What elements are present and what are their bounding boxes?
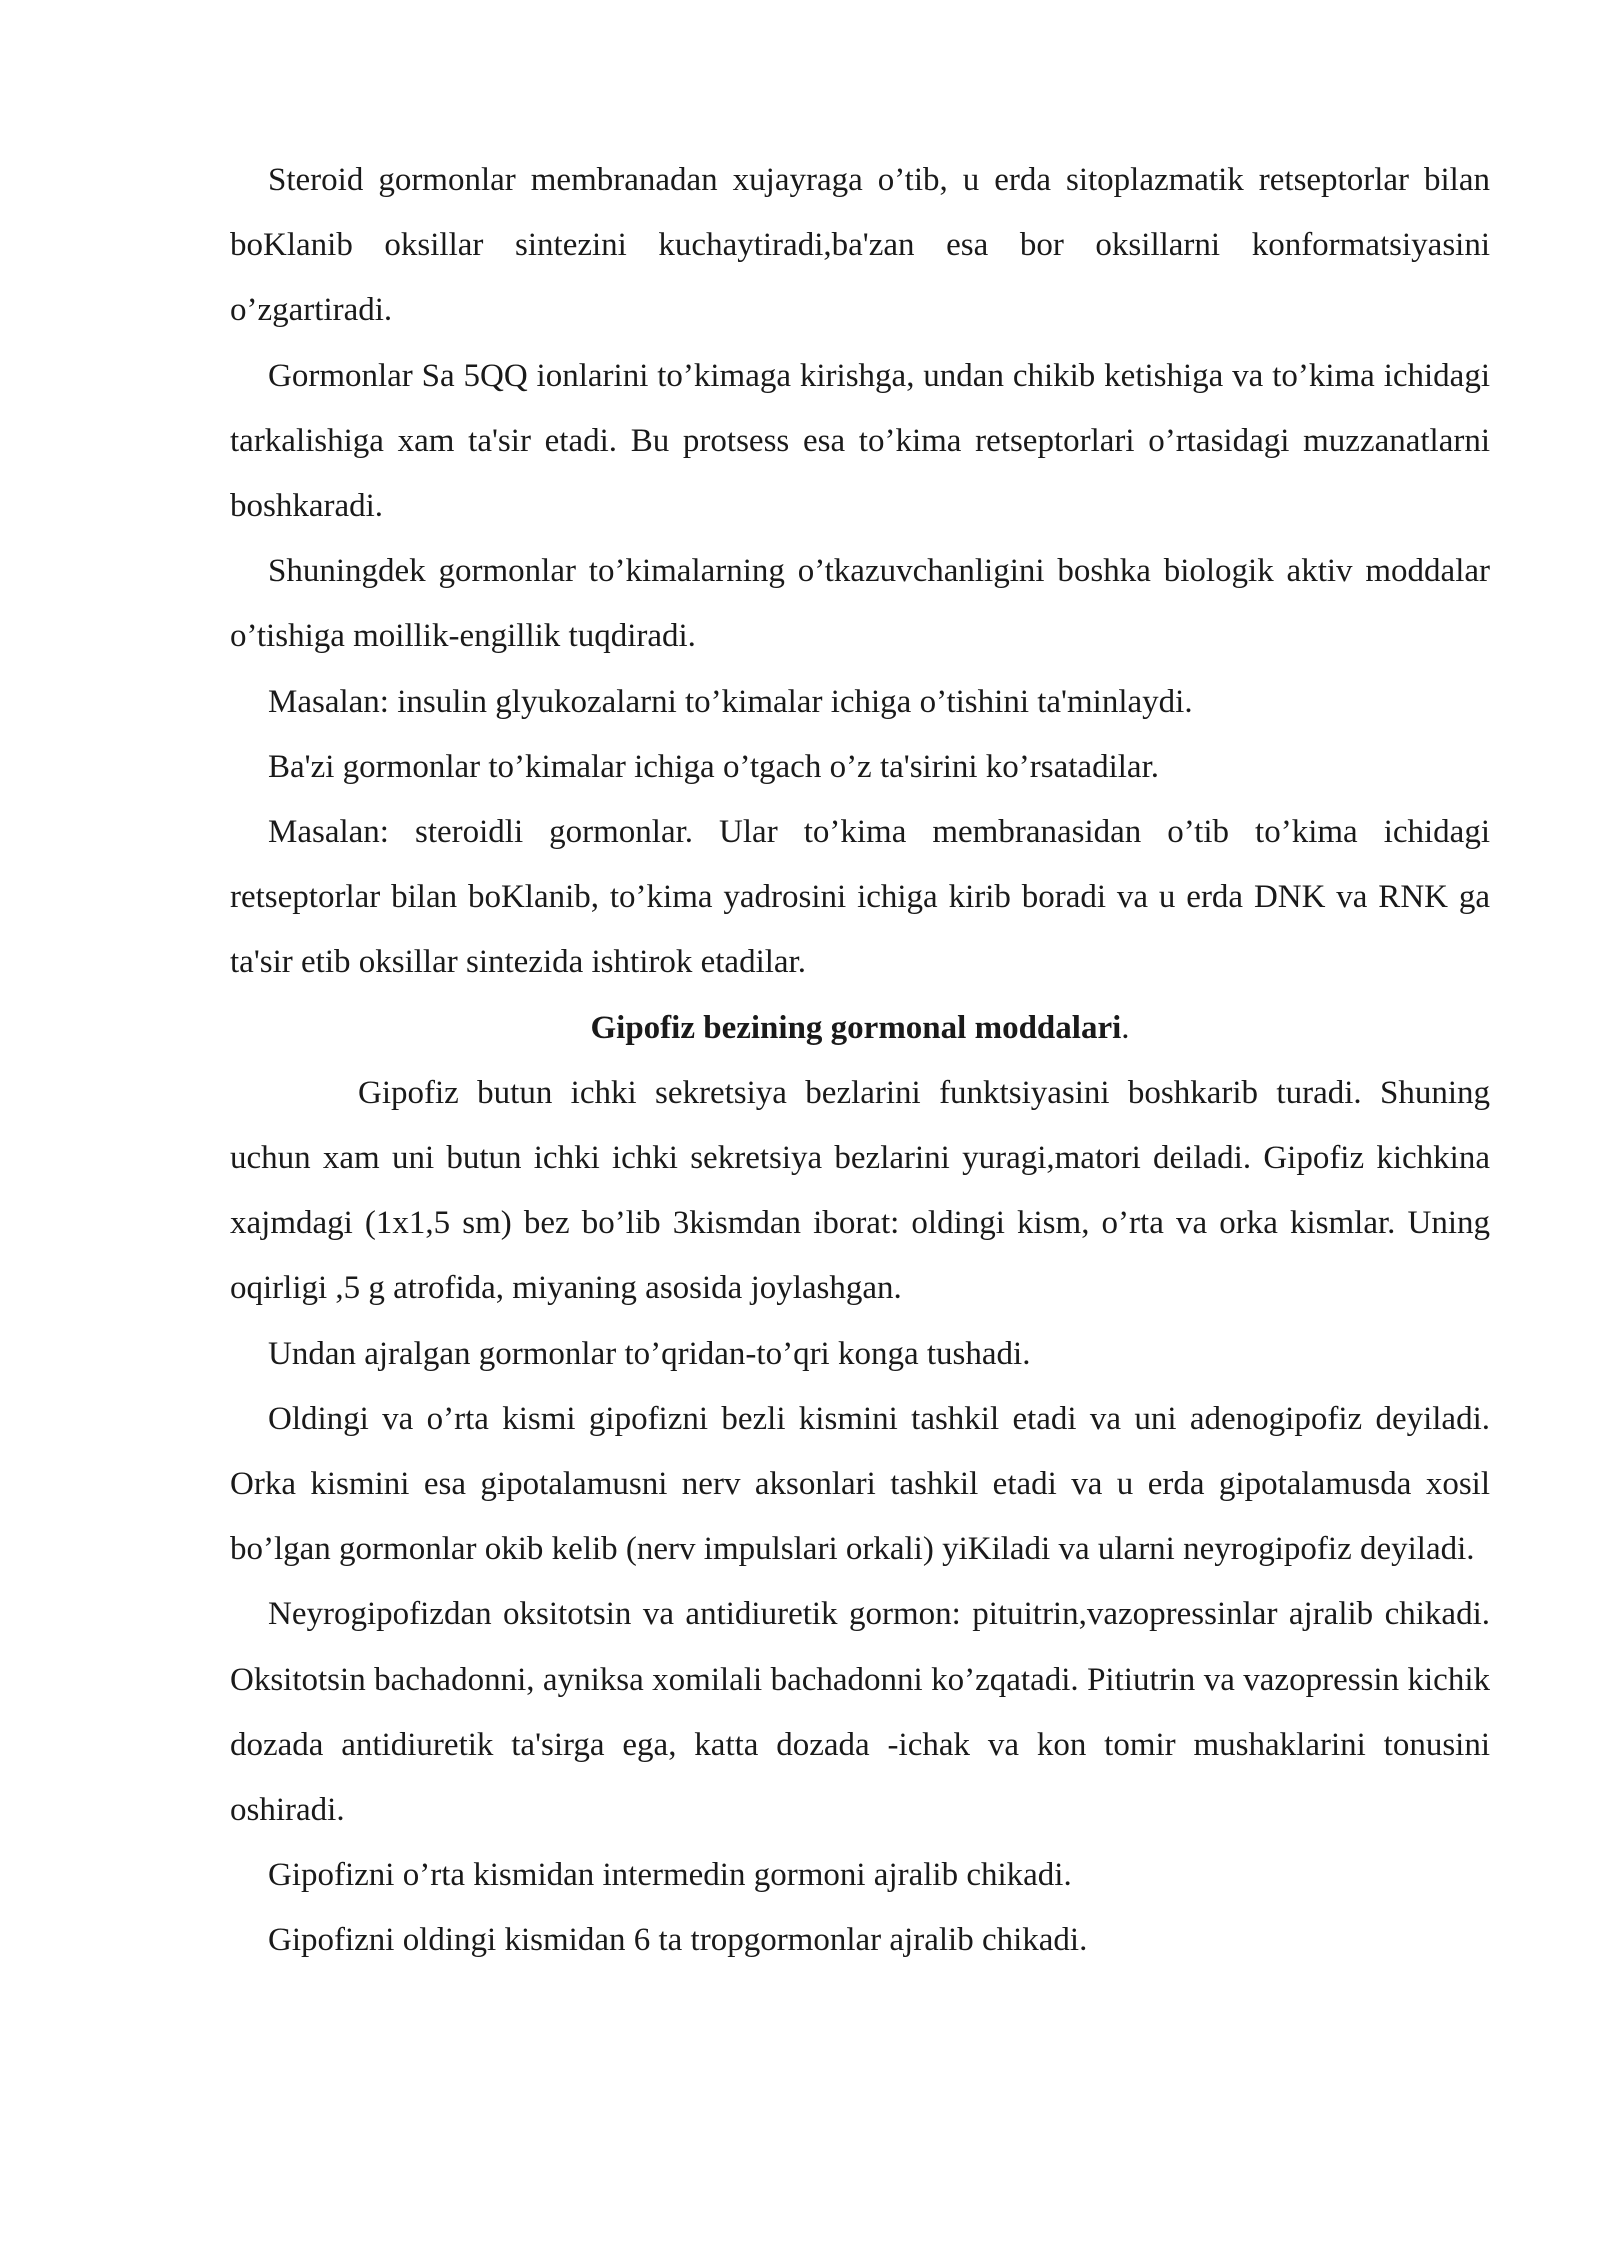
paragraph-neurohypophysis: Neyrogipofizdan oksitotsin va antidiuretik gormon: pituitrin,vazopressinlar ajralib chikadi. Oksitotsin bachadonni, ayniksa xomilali bachadonni ko’zqatadi. Pitiutrin va vazopressin kichik dozada antidiuretik ta'sirga ega, katta dozada -ichak va kon tomir mushaklarini tonusini oshiradi. — [230, 1596, 1490, 1829]
paragraph-adenohypophysis: Oldingi va o’rta kismi gipofizni bezli kismini tashkil etadi va uni adenogipofiz deyiladi. Orka kismini esa gipotalamusni nerv aksonlari tashkil etadi va u erda gipotalamusda xosil bo’lgan gormonlar okib kelib (nerv impulslari orkali) yiKiladi va ularni neyrogipofiz deyiladi. — [230, 1400, 1490, 1568]
paragraph-some-hormones: Ba'zi gormonlar to’kimalar ichiga o’tgach o’z ta'sirini ko’rsatadilar. — [268, 748, 1159, 785]
paragraph-permeability: Shuningdek gormonlar to’kimalarning o’tkazuvchanligini boshka biologik aktiv moddalar o’tishiga moillik-engillik tuqdiradi. — [230, 553, 1490, 655]
paragraph-calcium-ions: Gormonlar Sa 5QQ ionlarini to’kimaga kirishga, undan chikib ketishiga va to’kima ichidagi tarkalishiga xam ta'sir etadi. Bu protsess esa to’kima retseptorlari o’rtasidagi muzzanatlarni boshkaradi. — [230, 357, 1490, 525]
paragraph-tropic-hormones: Gipofizni oldingi kismidan 6 ta tropgormonlar ajralib chikadi. — [268, 1922, 1088, 1959]
document-body — [230, 148, 1490, 1974]
paragraph-steroid-example: Masalan: steroidli gormonlar. Ular to’kima membranasidan o’tib to’kima ichidagi retseptorlar bilan boKlanib, to’kima yadrosini ichiga kirib boradi va u erda DNK va RNK ga ta'sir etib oksillar sintezida ishtirok etadilar. — [230, 814, 1490, 981]
section-heading-punct: . — [1121, 1009, 1130, 1046]
section-heading — [230, 996, 1490, 1061]
paragraph-pituitary-overview: Gipofiz butun ichki sekretsiya bezlarini funktsiyasini boshkarib turadi. Shuning uchun xam uni butun ichki ichki sekretsiya bezlarini yuragi,matori deiladi. Gipofiz kichkina xajmdagi (1x1,5 sm) bez bo’lib 3kismdan iborat: oldingi kism, o’rta va orka kismlar. Uning oqirligi ,5 g atrofida, miyaning asosida joylashgan. — [230, 1074, 1490, 1307]
paragraph-intermedin: Gipofizni o’rta kismidan intermedin gormoni ajralib chikadi. — [268, 1857, 1072, 1894]
section-heading-title: Gipofiz bezining gormonal moddalari — [590, 1009, 1122, 1046]
paragraph-steroid: Steroid gormonlar membranadan xujayraga o’tib, u erda sitoplazmatik retseptorlar bilan boKlanib oksillar sintezini kuchaytiradi,ba'zan esa bor oksillarni konformatsiyasini o’zgartiradi. — [230, 162, 1490, 329]
paragraph-insulin-example: Masalan: insulin glyukozalarni to’kimalar ichiga o’tishini ta'minlaydi. — [268, 683, 1193, 720]
paragraph-into-blood: Undan ajralgan gormonlar to’qridan-to’qri konga tushadi. — [268, 1335, 1031, 1372]
